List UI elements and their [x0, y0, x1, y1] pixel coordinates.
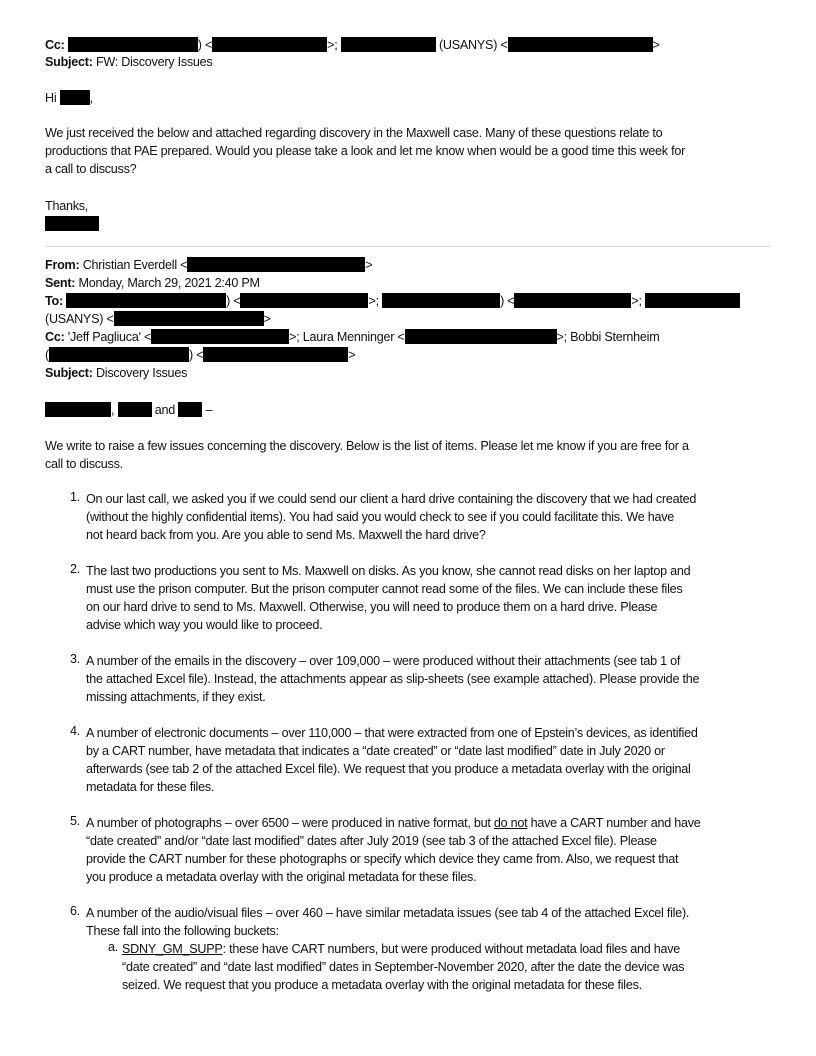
redaction [118, 402, 152, 417]
to-line [45, 292, 740, 310]
redaction [68, 37, 198, 52]
sender: Christian Everdell < [82, 258, 188, 272]
line: metadata for these files. [86, 780, 215, 794]
text: ) < [226, 294, 241, 308]
cc-label: Cc: [45, 38, 65, 52]
line: missing attachments, if they exist. [86, 690, 266, 704]
item-number: 5. [70, 814, 81, 828]
redaction [178, 402, 202, 417]
sub-item-text [122, 940, 684, 994]
line: “date created” and/or “date last modified” dates after July 2019 (see tab 3 of the attached Excel file). Please [86, 834, 657, 848]
sent-line [45, 274, 260, 292]
cc-line-cont [45, 346, 355, 364]
body-line: We just received the below and attached regarding discovery in the Maxwell case. Many of these questions relate to [45, 126, 663, 140]
text: , [89, 91, 93, 105]
item-number: 3. [70, 652, 81, 666]
text: >; Laura Menninger < [289, 330, 405, 344]
line: you produce a metadata overlay with the original metadata for these files. [86, 870, 477, 884]
sub-item-letter: a. [108, 940, 119, 954]
line: by a CART number, have metadata that indicates a “date created” or “date last modified” date in July 2020 or [86, 744, 665, 758]
text: ) < [500, 294, 515, 308]
text: 'Jeff Pagliuca' < [67, 330, 152, 344]
text: (USANYS) < [438, 38, 508, 52]
line: advise which way you would like to proceed. [86, 618, 323, 632]
text: A number of photographs – over 6500 – were produced in native format, but [86, 816, 494, 830]
cc-label: Cc: [45, 330, 65, 344]
line [122, 940, 684, 958]
salutation [45, 401, 212, 419]
redaction [151, 329, 289, 344]
redaction [514, 293, 631, 308]
item-number: 4. [70, 724, 81, 738]
subject-line [45, 53, 212, 71]
cc-line [45, 36, 660, 54]
line: The last two productions you sent to Ms. Maxwell on disks. As you know, she cannot read disks on her laptop and [86, 564, 691, 578]
text: > [348, 348, 356, 362]
item-text [86, 904, 689, 940]
item-text [86, 490, 696, 544]
line: A number of electronic documents – over 110,000 – that were extracted from one of Epstein’s devices, as identified [86, 726, 698, 740]
redaction [114, 311, 264, 326]
intro-line: We write to raise a few issues concerning the discovery. Below is the list of items. Please let me know if you are free for a [45, 439, 689, 453]
subject: Discovery Issues [95, 366, 188, 380]
signature [45, 215, 99, 233]
redaction [212, 37, 327, 52]
line [86, 814, 701, 832]
redaction [508, 37, 653, 52]
text: > [365, 258, 373, 272]
to-line-cont [45, 310, 271, 328]
text: (USANYS) < [45, 312, 114, 326]
redaction [645, 293, 740, 308]
cc-line [45, 328, 659, 346]
text: > [652, 38, 660, 52]
line: These fall into the following buckets: [86, 924, 279, 938]
line: seized. We request that you produce a metadata overlay with the original metadata for these files. [122, 978, 642, 992]
underlined-text: SDNY_GM_SUPP [122, 942, 223, 956]
redaction [187, 257, 365, 272]
text: ( [45, 348, 49, 362]
line: afterwards (see tab 2 of the attached Excel file). We request that you produce a metadata overlay with the original [86, 762, 691, 776]
redaction [382, 293, 500, 308]
item-text [86, 814, 701, 886]
from-line [45, 256, 372, 274]
separator [45, 246, 771, 247]
line: the attached Excel file). Instead, the attachments appear as slip-sheets (see example attached). Please provide the [86, 672, 700, 686]
text: >; [327, 38, 338, 52]
item-number: 6. [70, 904, 81, 918]
text: >; Bobbi Sternheim [556, 330, 660, 344]
text: have a CART number and have [527, 816, 701, 830]
line: not heard back from you. Are you able to send Ms. Maxwell the hard drive? [86, 528, 486, 542]
redaction [60, 90, 90, 105]
text: > [263, 312, 271, 326]
item-text [86, 724, 698, 796]
line: On our last call, we asked you if we could send our client a hard drive containing the discovery that we had created [86, 492, 697, 506]
redaction [45, 216, 99, 231]
line: A number of the emails in the discovery – over 109,000 – were produced without their attachments (see tab 1 of [86, 654, 681, 668]
text: and [154, 403, 176, 417]
greeting [45, 89, 93, 107]
from-label: From: [45, 258, 80, 272]
body-line: a call to discuss? [45, 162, 137, 176]
subject-line [45, 364, 187, 382]
thanks: Thanks, [45, 199, 89, 213]
sent-label: Sent: [45, 276, 76, 290]
sent-date: Monday, March 29, 2021 2:40 PM [78, 276, 260, 290]
redaction [240, 293, 368, 308]
line: (without the highly confidential items). You had said you would check to see if you could facilitate this. We have [86, 510, 675, 524]
text: ) < [197, 38, 213, 52]
redaction [66, 293, 226, 308]
text: : these have CART numbers, but were produced without metadata load files and have [222, 942, 681, 956]
subject: FW: Discovery Issues [95, 55, 213, 69]
line: must use the prison computer. But the prison computer cannot read some of the files. We can include these files [86, 582, 683, 596]
redaction [405, 329, 557, 344]
line: A number of the audio/visual files – over 460 – have similar metadata issues (see tab 4 of the attached Excel file). [86, 906, 690, 920]
to-label: To: [45, 294, 63, 308]
item-text [86, 562, 690, 634]
text: – [205, 403, 213, 417]
subject-label: Subject: [45, 366, 93, 380]
redaction [49, 347, 189, 362]
redaction [203, 347, 348, 362]
underlined-text: do not [493, 816, 528, 830]
item-number: 2. [70, 562, 81, 576]
text: >; [631, 294, 642, 308]
item-number: 1. [70, 490, 81, 504]
line: on our hard drive to send to Ms. Maxwell. Otherwise, you will need to produce them on a hard drive. Please [86, 600, 658, 614]
body-line: productions that PAE prepared. Would you please take a look and let me know when would be a good time this week for [45, 144, 686, 158]
line: “date created” and “date last modified” dates in September-November 2020, after the date the device was [122, 960, 685, 974]
text: ) < [188, 348, 204, 362]
subject-label: Subject: [45, 55, 93, 69]
text: Hi [45, 91, 57, 105]
redaction [341, 37, 436, 52]
redaction [45, 402, 111, 417]
intro-line: call to discuss. [45, 457, 123, 471]
text: >; [368, 294, 379, 308]
line: provide the CART number for these photographs or specify which device they came from. Also, we request that [86, 852, 679, 866]
text: , [111, 403, 115, 417]
item-text [86, 652, 699, 706]
